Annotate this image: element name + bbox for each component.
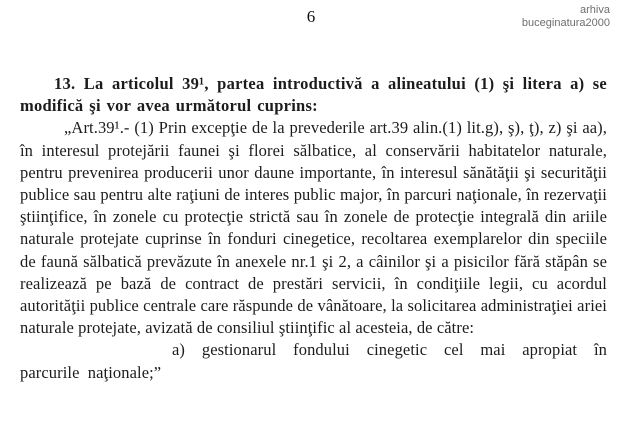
archive-watermark-line2: buceginatura2000 — [521, 17, 610, 29]
document-body — [20, 73, 607, 384]
page-number: 6 — [306, 7, 316, 26]
archive-watermark-line1: arhiva — [580, 4, 610, 16]
amendment-heading: 13. La articolul 39¹, partea introductivă a alineatului (1) şi litera a) se modifică şi vor avea următorul cuprins: — [20, 74, 607, 116]
article-39-paragraph: „Art.39¹.- (1) Prin excepţie de la prevederile art.39 alin.(1) lit.g), ş), ţ), z) şi aa), în interesul protejării faunei şi florei sălbatice, al conservării habitatelor naturale, pentru prevenirea producerii unor daune importante, în interesul sănătăţii şi securităţii publice sau pentru alte raţiuni de interes public major, în parcuri naţionale, în rezervaţii ştiinţifice, în zonele cu protecţie strictă sau în zonele de protecţie integrală din ariile naturale protejate cuprinse în fonduri cinegetice, recoltarea exemplarelor din speciile de faună sălbatică prevăzute în anexele nr.1 şi 2, a câinilor şi a pisicilor fără stăpân se realizează pe bază de contract de prestări servicii, în condiţiile legii, cu acordul autorităţii publice centrale care răspunde de vânătoare, la solicitarea administraţiei ariei naturale protejate, avizată de consiliul ştiinţific al acesteia, de către: — [20, 118, 607, 338]
archive-watermark — [522, 4, 610, 30]
item-a-paragraph: a) gestionarul fondului cinegetic cel mai apropiat în parcurile naţionale;” — [20, 340, 607, 382]
